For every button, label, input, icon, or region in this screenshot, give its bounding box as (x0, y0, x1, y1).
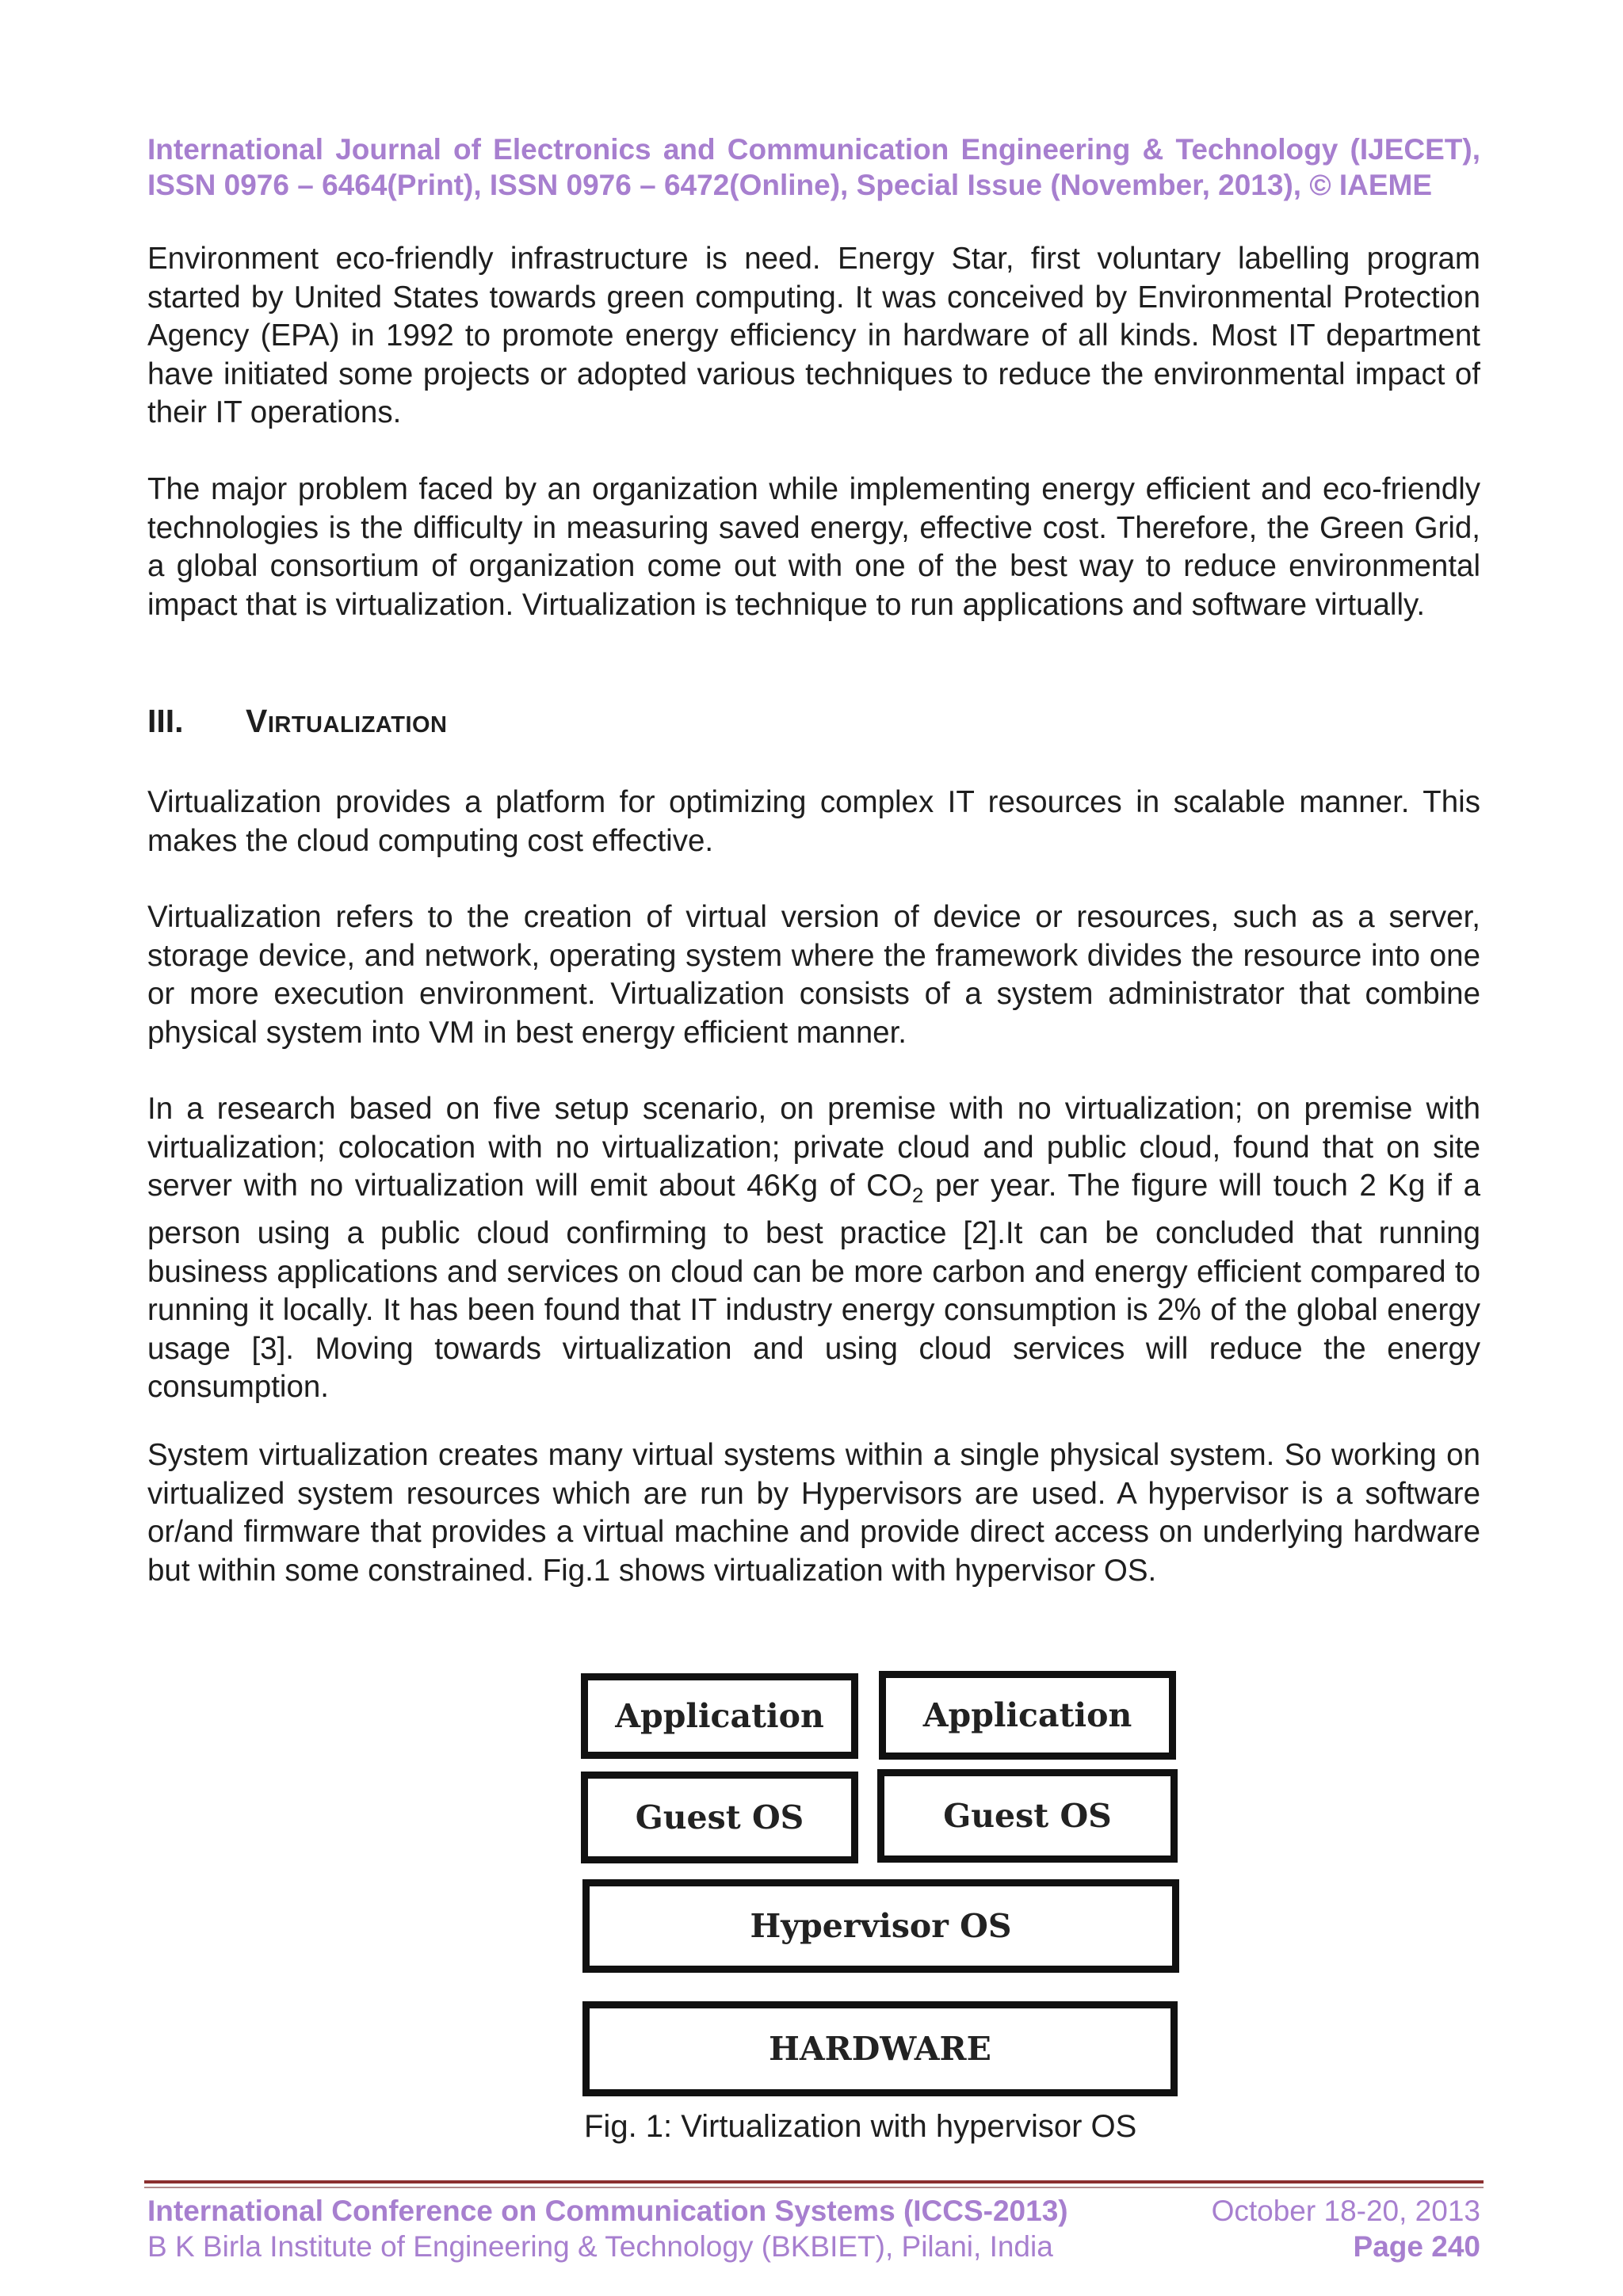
footer-dates: October 18-20, 2013 (1211, 2195, 1480, 2227)
paragraph-virtualization-platform: Virtualization provides a platform for optimizing complex IT resources in scalable manner. This makes the cloud computing cost effective. (147, 785, 1480, 858)
hardware-box: HARDWARE (582, 2001, 1178, 2096)
section-title: Virtualization (246, 703, 448, 739)
co2-subscript: 2 (911, 1183, 924, 1207)
application-box-left: Application (581, 1673, 858, 1759)
journal-header (147, 132, 1480, 203)
paragraph-research-scenario (147, 1090, 1480, 1407)
hypervisor-os-box: Hypervisor OS (582, 1879, 1179, 1973)
research-text-part-1: In a research based on five setup scenario, on premise with no virtualization; on premise with virtualization; colocation with no virtualization; private cloud and public cloud, found that on site server with no virtualization will emit about 46Kg of CO (147, 1092, 1480, 1203)
journal-header-line-2: ISSN 0976 – 6464(Print), ISSN 0976 – 6472(Online), Special Issue (November, 2013), © IAEME (147, 169, 1433, 201)
section-number: III. (147, 703, 184, 739)
paragraph-energy-star: Environment eco-friendly infrastructure is need. Energy Star, first voluntary labelling program started by United States towards green computing. It was conceived by Environmental Protection Agency (EPA) in 1992 to promote energy efficiency in hardware of all kinds. Most IT department have initiated some projects or adopted various techniques to reduce the environmental impact of their IT operations. (147, 242, 1480, 429)
paragraph-green-grid: The major problem faced by an organization while implementing energy efficient and eco-friendly technologies is the difficulty in measuring saved energy, effective cost. Therefore, the Green Grid, a global consortium of organization come out with one of the best way to reduce environmental impact that is virtualization. Virtualization is technique to run applications and software virtually. (147, 472, 1480, 622)
footer-institute: B K Birla Institute of Engineering & Technology (BKBIET), Pilani, India (147, 2230, 1053, 2263)
guest-os-box-right: Guest OS (877, 1769, 1178, 1863)
footer-divider-thin (144, 2187, 1484, 2188)
journal-header-line-1: International Journal of Electronics and Communication Engineering & Technology (IJECET), (147, 133, 1480, 166)
paragraph-virtualization-definition: Virtualization refers to the creation of virtual version of device or resources, such as a server, storage device, and network, operating system where the framework divides the resource into one or more execution environment. Virtualization consists of a system administrator that combine physical system into VM in best energy efficient manner. (147, 900, 1480, 1050)
research-text-part-2: per year. The figure will touch 2 Kg if a person using a public cloud confirming to best practice [2].It can be concluded that running business applications and services on cloud can be more carbon and energy efficient compared to running it locally. It has been found that IT industry energy consumption is 2% of the global energy usage [3]. Moving towards virtualization and using cloud services will reduce the energy consumption. (147, 1169, 1481, 1405)
footer-divider (144, 2180, 1484, 2183)
figure-caption: Fig. 1: Virtualization with hypervisor OS (584, 2109, 1137, 2144)
section-heading (147, 702, 448, 740)
footer-page-number: Page 240 (1353, 2230, 1480, 2263)
guest-os-box-left: Guest OS (581, 1772, 858, 1863)
footer-conference: International Conference on Communication Systems (ICCS-2013) (147, 2195, 1068, 2227)
paragraph-system-virtualization: System virtualization creates many virtual systems within a single physical system. So working on virtualized system resources which are run by Hypervisors are used. A hypervisor is a software or/and firmware that provides a virtual machine and provide direct access on underlying hardware but within some constrained. Fig.1 shows virtualization with hypervisor OS. (147, 1438, 1480, 1588)
application-box-right: Application (879, 1671, 1176, 1760)
